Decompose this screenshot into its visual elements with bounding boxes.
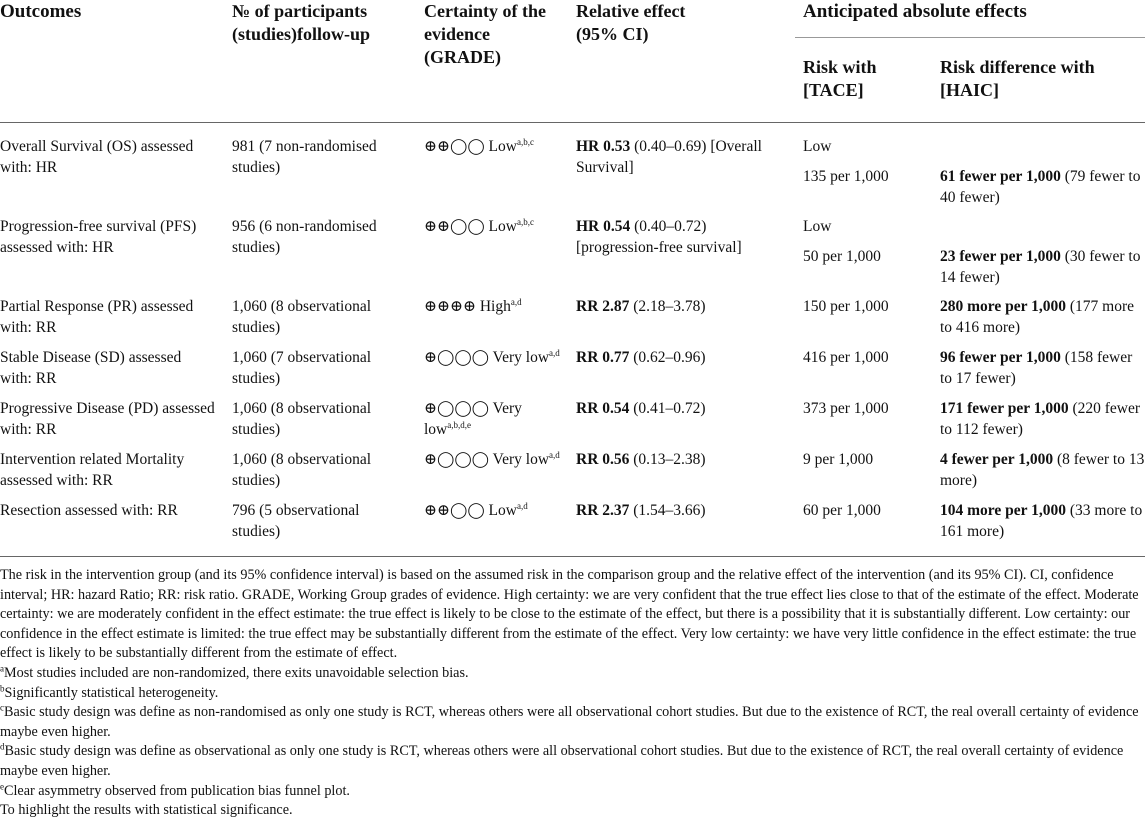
header-rule [0,122,1145,123]
risk-difference-cell: 23 fewer per 1,000 (30 fewer to 14 fewer) [940,248,1141,286]
grade-label: Very low [424,400,522,438]
relative-effect-cell: RR 2.37 (1.54–3.66) [576,502,706,519]
relative-effect-cell: RR 2.87 (2.18–3.78) [576,298,706,315]
participants-cell: 1,060 (7 observational studies) [232,349,372,387]
footnote-d: $^d$Basic study design was define as observational as only one study is RCT, whereas others were all observational cohort studies. But due to the existence of RCT, the real overall certainty of evidence maybe even higher. [0,741,1124,779]
risk-with-cell: 135 per 1,000 [803,168,889,185]
footnote-a: $^a$Most studies included are non-randomized, there exits unavoidable selection bias. [0,663,469,681]
grade-label: High [479,298,511,315]
grade-footnote-ref: a,d [510,296,522,307]
participants-cell: 1,060 (8 observational studies) [232,451,372,489]
grade-symbols: ⊕⊕◯◯ [424,502,485,519]
risk-with-cell: 60 per 1,000 [803,502,881,519]
grade-label: Low [488,218,517,235]
relative-effect-cell: RR 0.77 (0.62–0.96) [576,349,706,366]
participants-cell: 1,060 (8 observational studies) [232,298,372,336]
header-anticipated: Anticipated absolute effects [803,1,1027,22]
outcome-cell: Overall Survival (OS) assessed with: HR [0,138,194,176]
header-risk-with: Risk with [TACE] [803,57,877,100]
risk-with-cell: 416 per 1,000 [803,349,889,366]
participants-cell: 796 (5 observational studies) [232,502,360,540]
outcome-cell: Resection assessed with: RR [0,502,178,519]
participants-cell: 981 (7 non-randomised studies) [232,138,377,176]
relative-effect-cell: HR 0.53 (0.40–0.69) [Overall Survival] [576,138,762,176]
grade-footnote-ref: a,b,c [516,136,534,147]
grade-label: Very low [492,349,550,366]
grade-symbols: ⊕⊕◯◯ [424,218,485,235]
grade-label: Low [488,138,517,155]
participants-cell: 956 (6 non-randomised studies) [232,218,377,256]
grade-label: Low [488,502,517,519]
grade-symbols: ⊕⊕⊕⊕ [424,298,476,315]
risk-with-cell: 150 per 1,000 [803,298,889,315]
relative-effect-cell: RR 0.54 (0.41–0.72) [576,400,706,417]
outcome-cell: Stable Disease (SD) assessed with: RR [0,349,182,387]
participants-cell: 1,060 (8 observational studies) [232,400,372,438]
risk-difference-cell: 61 fewer per 1,000 (79 fewer to 40 fewer) [940,168,1141,206]
grade-symbols: ⊕◯◯◯ [424,451,490,468]
risk-difference-cell: 104 more per 1,000 (33 more to 161 more) [940,502,1143,540]
certainty-cell [424,347,572,368]
baseline-label-cell: Low [803,218,832,235]
certainty-cell [424,500,572,521]
risk-with-cell: 373 per 1,000 [803,400,889,417]
risk-difference-cell: 280 more per 1,000 (177 more to 416 more) [940,298,1135,336]
header-subrule [795,37,1145,38]
header-certainty: Certainty of the evidence (GRADE) [424,1,546,67]
table-footnotes [0,566,1140,821]
grade-footnote-ref: a,d [549,449,560,460]
footnote-b: $^b$Significantly statistical heterogeneity. [0,682,219,701]
certainty-cell [424,136,572,157]
risk-difference-cell: 4 fewer per 1,000 (8 fewer to 13 more) [940,451,1145,489]
certainty-cell [424,296,572,317]
risk-with-cell: 50 per 1,000 [803,248,881,265]
certainty-cell [424,398,572,440]
grade-symbols: ⊕⊕◯◯ [424,138,485,155]
certainty-cell [424,216,572,237]
footnote-c: $^c$Basic study design was define as non-randomised as only one study is RCT, whereas others were all observational cohort studies. But due to the existence of RCT, the real overall certainty of evidence maybe even higher. [0,702,1139,740]
table-bottom-rule [0,556,1145,557]
footnote-e: $^e$Clear asymmetry observed from publication bias funnel plot. [0,780,350,799]
footnote-last: To highlight the results with statistical significance. [0,802,293,819]
grade-symbols: ⊕◯◯◯ [424,400,490,417]
header-risk-diff: Risk difference with [HAIC] [940,57,1095,100]
risk-difference-cell: 171 fewer per 1,000 (220 fewer to 112 fewer) [940,400,1141,438]
outcome-cell: Partial Response (PR) assessed with: RR [0,298,194,336]
relative-effect-cell: HR 0.54 (0.40–0.72) [progression-free survival] [576,218,742,256]
grade-symbols: ⊕◯◯◯ [424,349,490,366]
header-participants: № of participants (studies)follow-up [232,1,371,44]
risk-difference-cell: 96 fewer per 1,000 (158 fewer to 17 fewer) [940,349,1133,387]
header-relative: Relative effect (95% CI) [576,1,686,44]
grade-footnote-ref: a,d [516,500,528,511]
certainty-cell [424,449,572,470]
baseline-label-cell: Low [803,138,832,155]
header-outcomes: Outcomes [0,1,82,22]
grade-footnote-ref: a,b,c [516,216,534,227]
relative-effect-cell: RR 0.56 (0.13–2.38) [576,451,706,468]
grade-footnote-ref: a,b,d,e [447,419,471,430]
outcome-cell: Intervention related Mortality assessed with: RR [0,451,185,489]
risk-with-cell: 9 per 1,000 [803,451,874,468]
footnote-main: The risk in the intervention group (and its 95% confidence interval) is based on the assumed risk in the comparison group and the relative effect of the intervention (and its 95% CI). CI, confidence interval; HR: hazard Ratio; RR: risk ratio. GRADE, Working Group grades of evidence. High certainty: we are very confident that the true effect lies close to that of the estimate of the effect. Moderate certainty: we are moderately confident in the effect estimate: the true effect is likely to be close to the estimate of the effect, but there is a possibility that it is substantially different. Low certainty: our confidence in the effect estimate is limited: the true effect may be substantially different from the estimate of the effect. Very low certainty: we have very little confidence in the effect estimate: the true effect is likely to be substantially different from the estimate of effect. [0,567,1139,662]
outcome-cell: Progressive Disease (PD) assessed with: RR [0,400,215,438]
outcome-cell: Progression-free survival (PFS) assessed with: HR [0,218,197,256]
grade-label: Very low [492,451,550,468]
grade-footnote-ref: a,d [549,347,560,358]
